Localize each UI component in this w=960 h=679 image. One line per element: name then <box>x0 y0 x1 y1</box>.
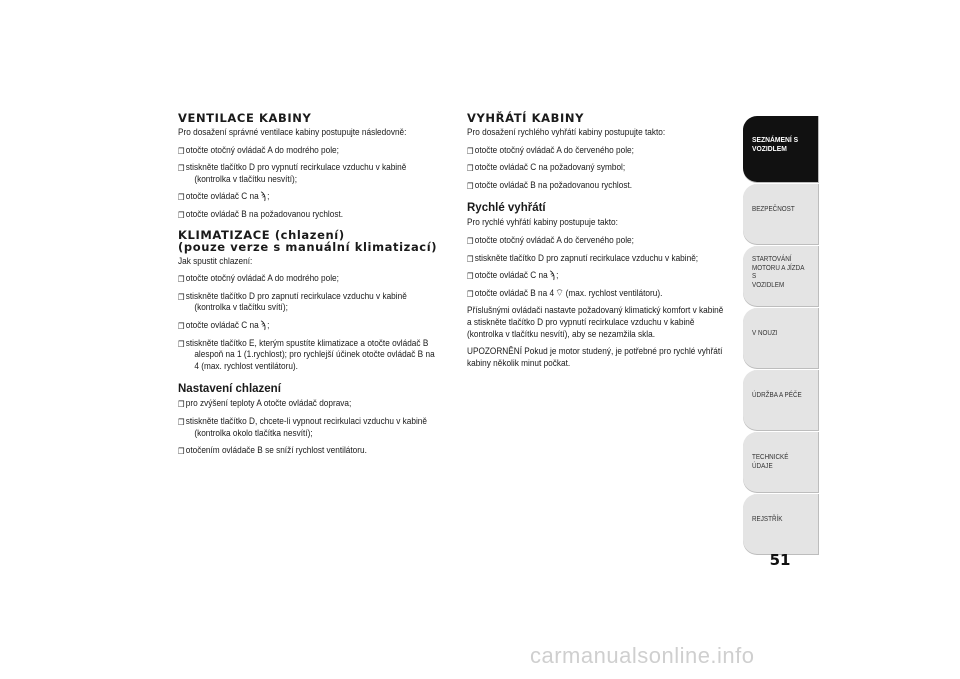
checkbox-bullet-icon: ❒ <box>467 145 474 156</box>
list-item: ❒ otočte otočný ovládač A do modrého pole; <box>178 273 339 285</box>
checkbox-bullet-icon: ❒ <box>467 163 474 174</box>
checkbox-bullet-icon: ❒ <box>178 416 185 427</box>
tab-rejstrik[interactable]: REJSTŘÍK <box>743 494 819 554</box>
list-item: ❒ stiskněte tlačítko D, chcete-li vypnout recirkulaci vzduchu v kabině (kontrolka okolo tlačítka nesvítí); <box>178 415 427 439</box>
list-item: ❒ pro zvýšení teploty A otočte ovládač doprava; <box>178 398 352 410</box>
section-title-rychle: Rychlé vyhřátí <box>467 202 546 215</box>
section-title-ventilace: VENTILACE KABINY <box>178 111 312 125</box>
list-item: ❒ otočením ovládače B se sníží rychlost ventilátoru. <box>178 445 367 457</box>
checkbox-bullet-icon: ❒ <box>178 320 185 331</box>
list-item: ❒ otočte otočný ovládač A do červeného pole; <box>467 234 634 246</box>
paragraph-upozorneni: UPOZORNĚNÍ Pokud je motor studený, je potřebné pro rychlé vyhřátí kabiny několik minut počkat. <box>467 346 723 369</box>
checkbox-bullet-icon: ❒ <box>467 253 474 264</box>
vyhrati-intro: Pro dosažení rychlého vyhřátí kabiny postupujte takto: <box>467 127 666 138</box>
klimatizace-intro: Jak spustit chlazení: <box>178 255 253 267</box>
chapter-tabs <box>743 116 819 556</box>
checkbox-bullet-icon: ❒ <box>178 399 185 410</box>
ventilation-feet-face-icon: ϡ <box>549 270 555 282</box>
rychle-intro: Pro rychlé vyhřátí kabiny postupuje takto: <box>467 217 618 229</box>
checkbox-bullet-icon: ❒ <box>467 235 474 246</box>
checkbox-bullet-icon: ❒ <box>178 274 185 285</box>
ventilation-face-icon: ϡ <box>260 319 266 331</box>
list-item: ❒ stiskněte tlačítko E, kterým spustíte klimatizace a otočte ovládač B alespoň na 1 (1.rychlost); pro rychlejší účinek otočte ovládač B na 4 (max. rychlost ventilátoru). <box>178 337 435 372</box>
list-item: ❒ otočte ovládač C na požadovaný symbol; <box>467 162 626 174</box>
watermark: carmanualsonline.info <box>530 643 755 668</box>
checkbox-bullet-icon: ❒ <box>178 145 185 156</box>
list-item: ❒ otočte otočný ovládač A do červeného pole; <box>467 144 634 156</box>
ventilation-face-icon: ϡ <box>260 191 266 203</box>
checkbox-bullet-icon: ❒ <box>178 291 185 302</box>
checkbox-bullet-icon: ❒ <box>178 192 185 203</box>
list-item: ❒ otočte ovládač B na požadovanou rychlost. <box>178 208 344 220</box>
checkbox-bullet-icon: ❒ <box>178 446 185 457</box>
checkbox-bullet-icon: ❒ <box>467 288 474 299</box>
section-title-nastaveni: Nastavení chlazení <box>178 383 281 396</box>
page-number: 51 <box>769 551 791 569</box>
tab-bezpecnost[interactable]: BEZPEČNOST <box>743 184 819 244</box>
tab-udrzba[interactable]: ÚDRŽBA A PÉČE <box>743 370 819 430</box>
list-item: ❒ stiskněte tlačítko D pro zapnutí recirkulace vzduchu v kabině; <box>467 252 699 264</box>
list-item: ❒ otočte ovládač C naϡ; <box>467 270 559 282</box>
paragraph-komfort: Příslušnými ovládači nastavte požadovaný klimatický komfort v kabině a stiskněte tlačítko D pro vypnutí recirkulace vzduchu v kabině (kontrolka v tlačítku nesvítí), aby se nezamžila skla. <box>467 305 724 340</box>
list-item: ❒ otočte ovládač B na požadovanou rychlost. <box>467 179 633 191</box>
list-item: ❒ otočte ovládač C naϡ; <box>178 319 270 331</box>
tab-v-nouzi[interactable]: V NOUZI <box>743 308 819 368</box>
right-column <box>467 110 747 375</box>
section-title-vyhrati: VYHŘÁTÍ KABINY <box>467 111 585 125</box>
tab-seznameni[interactable]: SEZNÁMENÍ S VOZIDLEM <box>743 116 819 182</box>
checkbox-bullet-icon: ❒ <box>178 209 185 220</box>
tab-startovani[interactable]: STARTOVÁNÍ MOTORU A JÍZDA S VOZIDLEM <box>743 246 819 306</box>
checkbox-bullet-icon: ❒ <box>467 271 474 282</box>
left-column <box>178 110 458 463</box>
list-item: ❒ otočte otočný ovládač A do modrého pole; <box>178 144 339 156</box>
list-item: ❒ stiskněte tlačítko D pro vypnutí recirkulace vzduchu v kabině (kontrolka v tlačítku nesvítí); <box>178 162 407 185</box>
fan-icon: ⌔ <box>555 287 565 299</box>
tab-technicke-udaje[interactable]: TECHNICKÉ ÚDAJE <box>743 432 819 492</box>
ventilace-intro: Pro dosažení správné ventilace kabiny postupujte následovně: <box>178 127 407 138</box>
section-title-klimatizace: KLIMATIZACE (chlazení) (pouze verze s manuální klimatizací) <box>178 227 438 255</box>
checkbox-bullet-icon: ❒ <box>178 338 185 349</box>
checkbox-bullet-icon: ❒ <box>467 180 474 191</box>
list-item: ❒ otočte ovládač C naϡ; <box>178 191 270 203</box>
list-item: ❒ stiskněte tlačítko D pro zapnutí recirkulace vzduchu v kabině (kontrolka v tlačítku svítí); <box>178 290 407 314</box>
list-item: ❒ otočte ovládač B na 4⌔(max. rychlost ventilátoru). <box>467 287 663 299</box>
checkbox-bullet-icon: ❒ <box>178 163 185 174</box>
